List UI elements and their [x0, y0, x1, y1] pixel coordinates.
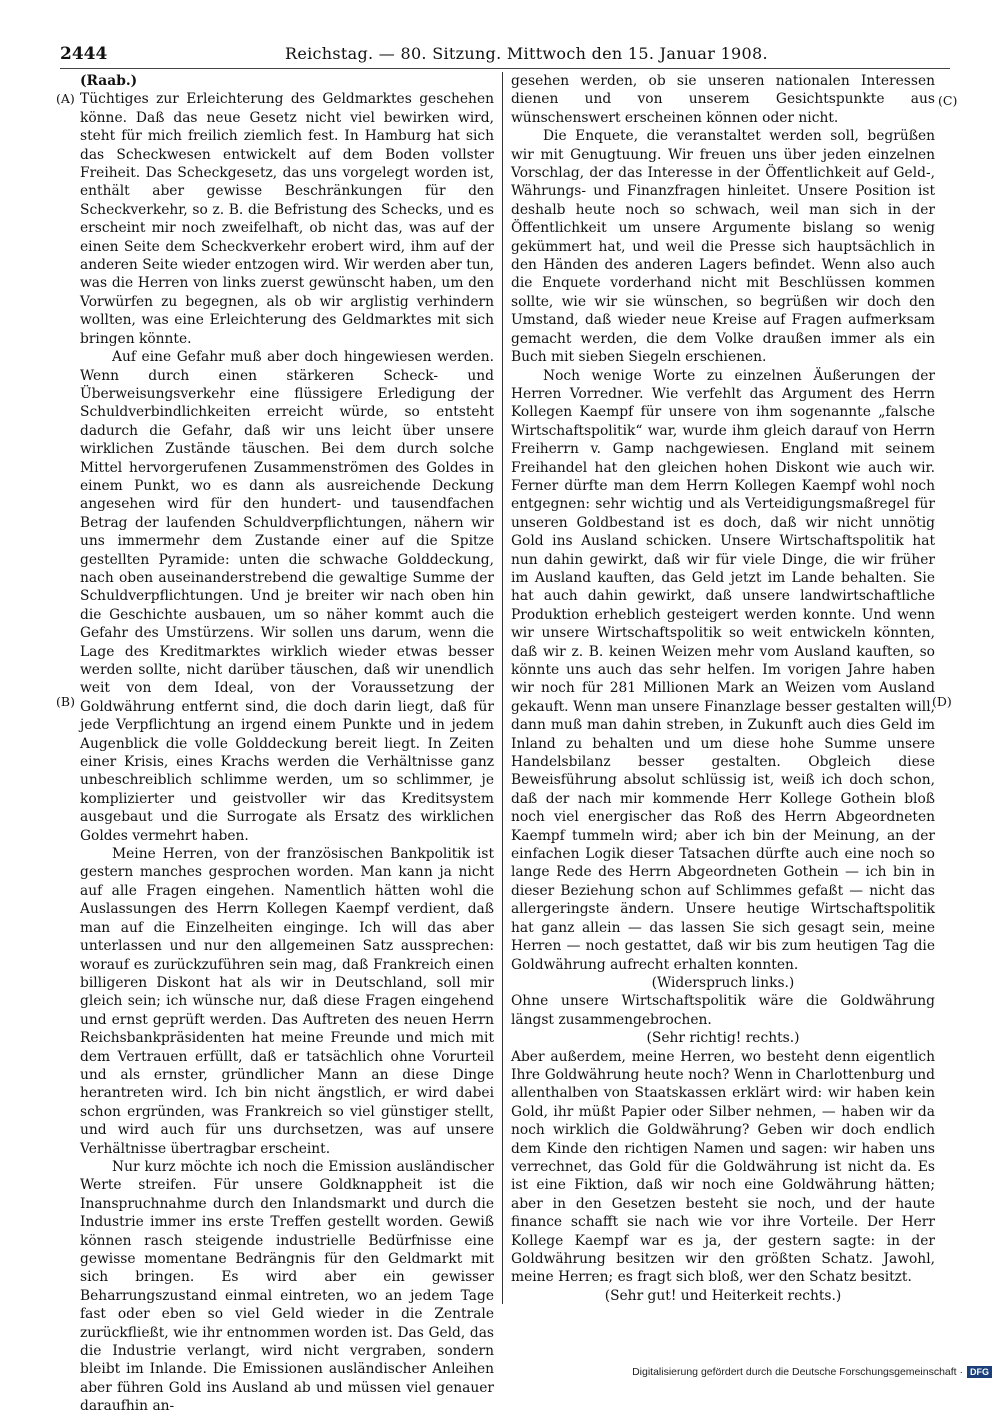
paragraph: Meine Herren, von der französischen Bankpolitik ist gestern manches gesprochen worden. Man kann ja nicht auf alle Fragen eingehen. Namentlich hätten wohl die Auslassungen des Herrn Kollegen Kaempf verdient, daß man auf die Einzelheiten einginge. Ich will das aber unterlassen und nur den allgemeinen Satz aussprechen: worauf es zurückzuführen sein mag, daß Frankreich einen billigeren Diskont hat als wir in Deutschland, soll mir gleich sein; ich wünsche nur, daß diese Fragen eingehend und ernst geprüft werden. Das Auftreten des neuen Herrn Reichsbankpräsidenten hat meine Freunde und mich mit dem Vertrauen erfüllt, daß er tatsächlich ohne Vorurteil und als ernster, gründlicher Mann an diese Dinge herantreten wird. Ich bin nicht ängstlich, er wird dabei schon ergründen, was Frankreich so viel günstiger stellt, und wird auch für uns durchsetzen, was auf unsere Verhältnisse übertragbar erscheint.: [80, 846, 494, 1157]
page-header: [60, 44, 950, 68]
paragraph: Noch wenige Worte zu einzelnen Äußerungen der Herren Vorredner. Wie verfehlt das Argument des Herrn Kollegen Kaempf für unsere von ihm sogenannte „falsche Wirtschaftspolitik“ war, wurde ihm gleich darauf von Herrn Freiherrn v. Gamp nachgewiesen. England mit seinem Freihandel hat den gleichen hohen Diskont wie auch wir. Ferner dürfte man dem Herrn Kollegen Kaempf wohl noch entgegnen: sehr wichtig und als Verteidigungsmaßregel für unseren Goldbestand ist es doch, daß wir nicht unnötig Gold ins Ausland schicken. Unsere Wirtschaftspolitik hat nun dahin gewirkt, daß wir für viele Dinge, die wir früher im Ausland kauften, das Geld jetzt im Lande behalten. Sie hat auch dahin gewirkt, daß unsere landwirtschaftliche Produktion erheblich gesteigert werden konnte. Und wenn wir unsere Wirtschaftspolitik so weit entwickeln könnten, daß wir z. B. keinen Weizen mehr vom Ausland kauften, so könnte uns auch das sehr helfen. Im vorigen Jahre haben wir noch für 281 Millionen Mark an Weizen vom Ausland gekauft. Wenn man unsere Finanzlage besser gestalten will, dann muß man dahin streben, in Zukunft auch dies Geld im Inland zu behalten und um diese hohe Summe unsere Handelsbilanz besser gestalten. Obgleich diese Beweisführung absolut schlüssig ist, weiß ich doch schon, daß der nach mir kommende Herr Kollege Gothein bloß noch viel energischer das Roß des Herrn Abgeordneten Kaempf tummeln wird; aber ich bin der Meinung, an der einfachen Logik dieser Tatsachen dürfte auch eine noch so lange Rede des Herrn Abgeordneten Gothein — ich bin in dieser Beziehung schon auf Schlimmes gefaßt — nicht das allergeringste ändern. Unsere heutige Wirtschaftspolitik hat ganz allein — das lassen Sie sich gesagt sein, meine Herren — noch gestattet, daß wir bis zum heutigen Tag die Goldwährung aufrecht erhalten konnten.: [511, 367, 935, 973]
interjection: (Sehr gut! und Heiterkeit rechts.): [604, 1287, 842, 1304]
dfg-logo: DFG: [967, 1366, 992, 1378]
column-divider: [502, 72, 503, 1304]
margin-mark-d: (D): [932, 694, 952, 709]
paragraph: gesehen werden, ob sie unseren nationalen Interessen dienen und von unserem Gesichtspunkte aus wünschenswert erscheinen können oder nicht.: [511, 73, 935, 126]
paragraph: Ohne unsere Wirtschaftspolitik wäre die Goldwährung längst zusammengebrochen.: [511, 993, 935, 1028]
interjection: (Widerspruch links.): [651, 974, 795, 991]
header-rule: [60, 68, 950, 69]
paragraph: Aber außerdem, meine Herren, wo besteht denn eigentlich Ihre Goldwährung heute noch? Wenn in Charlottenburg und allenthalben von Staatskassen erklärt wird: wir haben kein Gold, ihr müßt Papier oder Silber nehmen, — haben wir da noch wirklich die Goldwährung? Geben wir doch endlich dem Kinde den richtigen Namen und sagen: wir haben uns verrechnet, das Gold für die Goldwährung ist nicht da. Es ist eine Fiktion, daß wir noch eine Goldwährung hätten; aber in den Gesetzen besteht sie noch, und der haute finance schafft sie nach wie vor ihre Vorteile. Der Herr Kollege Kaempf war es ja, der gestern sagte: in der Goldwährung besitzen wir den größten Schatz. Jawohl, meine Herren; es fragt sich bloß, wer den Schatz besitzt.: [511, 1048, 935, 1286]
paragraph: Nur kurz möchte ich noch die Emission ausländischer Werte streifen. Für unsere Goldknappheit ist die Inanspruchnahme durch den Inlandsmarkt und durch die Industrie immer ins erste Treffen gestellt worden. Gewiß können rasch steigende industrielle Bedürfnisse eine gewisse momentane Bedrängnis für den Geldmarkt mit sich bringen. Es wird aber ein gewisser Beharrungszustand einmal eintreten, wo an jedem Tage fast oder eben so viel Geld wieder in die Zentrale zurückfließt, wie ihr entnommen worden ist. Das Geld, das die Industrie verlangt, wird nicht vergraben, sondern bleibt im Inlande. Die Emissionen ausländischer Anleihen aber führen Gold ins Ausland ab und müssen viel genauer daraufhin an-: [80, 1158, 494, 1415]
speaker-name: (Raab.): [80, 73, 138, 89]
right-column: [511, 72, 935, 1305]
footer-credit: [632, 1366, 992, 1378]
funding-credit: Digitalisierung gefördert durch die Deutsche Forschungsgemeinschaft ·: [632, 1366, 963, 1378]
paragraph: Die Enquete, die veranstaltet werden soll, begrüßen wir mit Genugtuung. Wir freuen uns über jeden einzelnen Vorschlag, der das Interesse in der Öffentlichkeit auf Geld-, Währungs- und Finanzfragen hinleitet. Unsere Position ist deshalb heute noch so schwach, weil man sich in der Öffentlichkeit um unsere Argumente bislang so wenig gekümmert hat, und weil die Presse sich hauptsächlich in den Händen des anderen Lagers befindet. Wenn also auch die Enquete vorderhand nicht mit Beschlüssen kommen sollte, wie wir sie wünschen, so begrüßen wir doch den Umstand, daß wieder neue Kreise auf Fragen aufmerksam gemacht werden, die dem Volke draußen immer als ein Buch mit sieben Siegeln erschienen.: [511, 128, 935, 366]
margin-mark-a: (A): [56, 91, 75, 106]
page-number: 2444: [60, 44, 108, 64]
interjection: (Sehr richtig! rechts.): [646, 1030, 800, 1047]
left-column: [80, 72, 494, 1416]
margin-mark-b: (B): [56, 694, 75, 709]
paragraph: Tüchtiges zur Erleichterung des Geldmarktes geschehen könne. Daß das neue Gesetz nicht viel bewirken wird, steht für mich freilich ziemlich fest. In Hamburg hat sich das Scheckwesen entwickelt auf dem Boden vollster Freiheit. Das Scheckgesetz, das uns vorgelegt worden ist, enthält aber gewisse Beschränkungen für den Scheckverkehr, so z. B. die Befristung des Schecks, und es erscheint mir noch zweifelhaft, ob nicht das, was auf der einen Seite dem Scheckverkehr erobert wird, ihm auf der anderen Seite wieder entzogen wird. Wir werden aber tun, was die Herren von links zuerst gewünscht haben, um den Vorwürfen zu begegnen, als ob wir arglistig verhindern wollten, was eine Erleichterung des Geldmarktes mit sich bringen könnte.: [80, 91, 494, 347]
running-title: Reichstag. — 80. Sitzung. Mittwoch den 15. Januar 1908.: [285, 44, 768, 63]
margin-mark-c: (C): [938, 93, 958, 108]
paragraph: Auf eine Gefahr muß aber doch hingewiesen werden. Wenn durch einen stärkeren Scheck- und Überweisungsverkehr eine flüssigere Erledigung der Schuldverbindlichkeiten erreicht würde, so entsteht dadurch die Gefahr, daß wir uns leicht über unsere wirklichen Zustände täuschen. Bei dem durch solche Mittel hervorgerufenen Zusammenströmen des Goldes in einem Punkt, wo es dann als ausreichende Deckung angesehen wird für den hundert- und tausendfachen Betrag der laufenden Schuldverpflichtungen, nähern wir uns immermehr dem Zustande einer auf die Spitze gestellten Pyramide: unten die schwache Golddeckung, nach oben auseinanderstrebend die gewaltige Summe der Schuldverpflichtungen. Und je breiter wir nach oben hin die Geschichte ausbauen, um so näher kommt auch die Gefahr des Umstürzens. Wir sollen uns darum, wenn die Lage des Kreditmarktes wirklich wieder etwas besser werden sollte, nicht darüber täuschen, daß wir unendlich weit von dem Ideal, von der Voraussetzung der Goldwährung entfernt sind, die doch darin liegt, daß für jede Verpflichtung an irgend einem Punkte und in jedem Augenblick die volle Golddeckung bereit liegt. In Zeiten einer Krisis, eines Krachs werden die Verhältnisse ganz unbeschreiblich schlimme werden, um so schlimmer, je komplizierter und geistvoller wir das Kreditsystem ausgebaut und die Surrogate als Ersatz des wirklichen Goldes vermehrt haben.: [80, 349, 494, 844]
